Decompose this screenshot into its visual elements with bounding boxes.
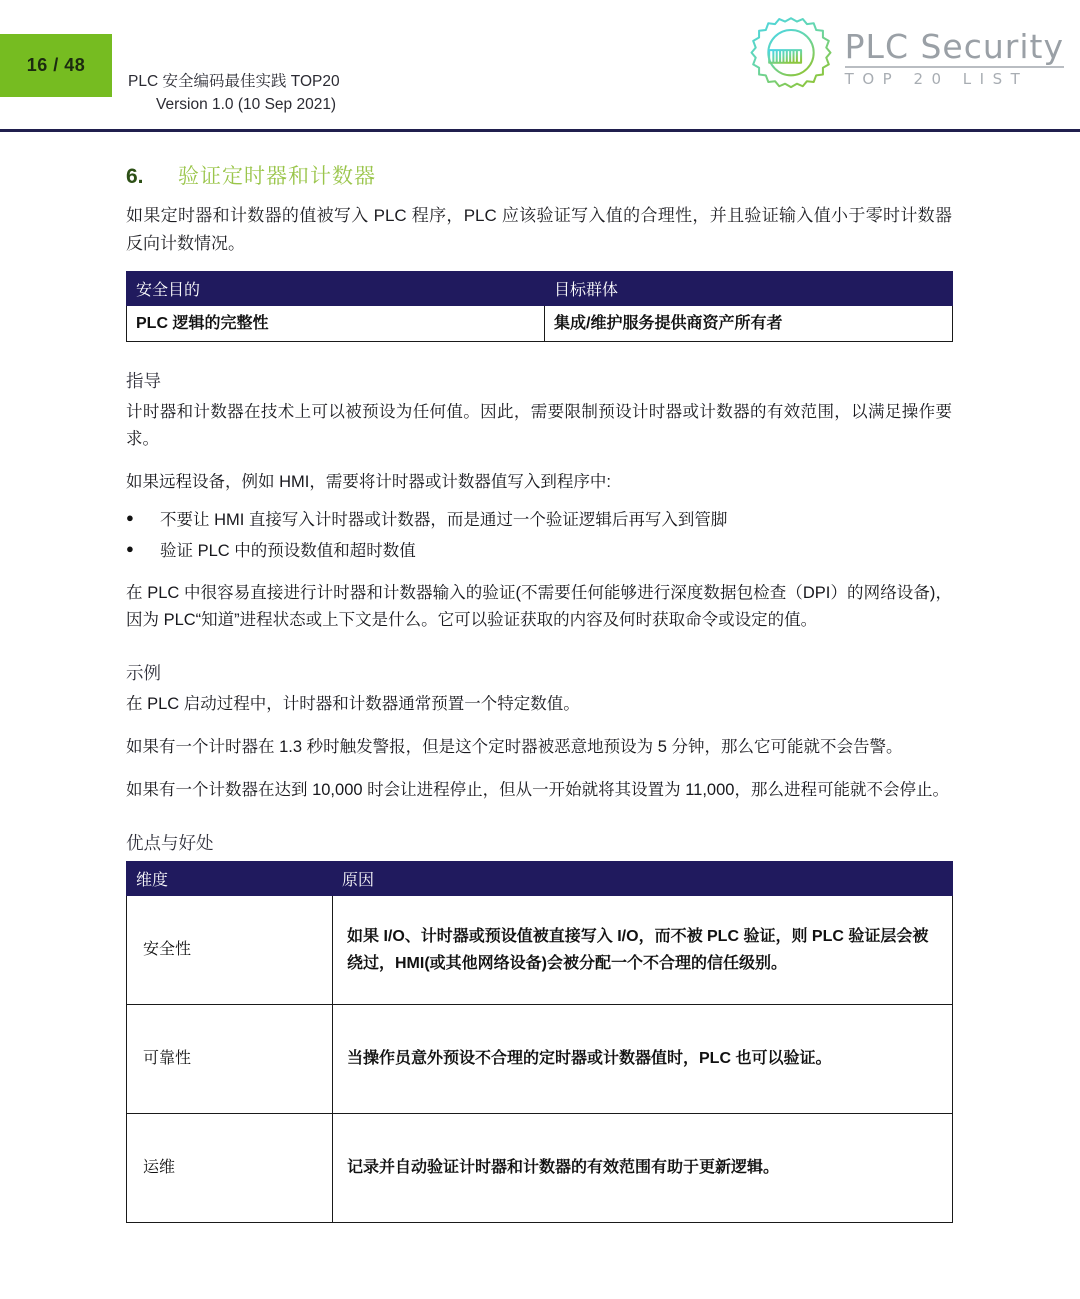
table-row <box>127 896 953 1005</box>
cell-reason: 记录并自动验证计时器和计数器的有效范围有助于更新逻辑。 <box>333 1114 953 1223</box>
cell-reason: 当操作员意外预设不合理的定时器或计数器值时，PLC 也可以验证。 <box>333 1005 953 1114</box>
document-title: PLC 安全编码最佳实践 TOP20 <box>128 73 340 90</box>
brand-logo <box>749 14 1064 98</box>
document-content <box>126 160 952 1223</box>
table-row <box>127 1005 953 1114</box>
bullet-point-icon: ● <box>126 541 134 557</box>
benefits-heading: 优点与好处 <box>126 833 214 854</box>
list-item <box>126 506 952 535</box>
header-divider <box>0 129 1080 132</box>
bullet-text: 不要让 HMI 直接写入计时器或计数器，而是通过一个验证逻辑后再写入到管脚 <box>160 511 728 530</box>
cell-dimension: 运维 <box>127 1114 333 1223</box>
brand-divider <box>845 66 1064 68</box>
page-number-badge <box>0 34 112 97</box>
guidance-paragraph-3: 在 PLC 中很容易直接进行计时器和计数器输入的验证(不需要任何能够进行深度数据包检查（DPI）的网络设备)，因为 PLC“知道”进程状态或上下文是什么。它可以验证获取的内容及何时获取命令或设定的值。 <box>126 583 952 629</box>
table-row <box>127 1114 953 1223</box>
table-row <box>127 306 953 342</box>
column-header-reason: 原因 <box>333 862 953 896</box>
column-header-purpose: 安全目的 <box>127 272 545 306</box>
section-title: 验证定时器和计数器 <box>178 165 376 188</box>
table-header-row <box>127 272 953 306</box>
brand-logo-text <box>845 26 1064 87</box>
document-title-block <box>128 70 340 117</box>
list-item <box>126 537 952 566</box>
cell-reason: 如果 I/O、计时器或预设值被直接写入 I/O，而不被 PLC 验证，则 PLC 验证层会被绕过，HMI(或其他网络设备)会被分配一个不合理的信任级别。 <box>333 896 953 1005</box>
example-heading: 示例 <box>126 662 161 683</box>
gear-circuit-icon <box>749 14 833 98</box>
guidance-paragraph-1: 计时器和计数器在技术上可以被预设为任何值。因此，需要限制预设计时器或计数器的有效范围，以满足操作要求。 <box>126 403 952 449</box>
security-purpose-table <box>126 271 953 342</box>
example-paragraph-2: 如果有一个计时器在 1.3 秒时触发警报，但是这个定时器被恶意地预设为 5 分钟，那么它可能就不会告警。 <box>126 738 903 757</box>
cell-audience-value: 集成/维护服务提供商资产所有者 <box>545 306 953 342</box>
example-paragraph-1: 在 PLC 启动过程中，计时器和计数器通常预置一个特定数值。 <box>126 694 580 713</box>
guidance-bullet-list <box>126 506 952 565</box>
cell-dimension: 安全性 <box>127 896 333 1005</box>
table-header-row <box>127 862 953 896</box>
document-version: Version 1.0 (10 Sep 2021) <box>156 96 337 114</box>
example-paragraph-3: 如果有一个计数器在达到 10,000 时会让进程停止，但从一开始就将其设置为 11,000，那么进程可能就不会停止。 <box>126 781 949 800</box>
guidance-paragraph-2: 如果远程设备，例如 HMI，需要将计时器或计数器值写入到程序中: <box>126 473 611 492</box>
section-heading <box>126 160 952 190</box>
page-number-text: 16 / 48 <box>26 55 86 75</box>
bullet-text: 验证 PLC 中的预设数值和超时数值 <box>160 542 416 561</box>
column-header-dimension: 维度 <box>127 862 333 896</box>
cell-purpose-value: PLC 逻辑的完整性 <box>127 306 545 342</box>
brand-name: PLC Security <box>844 26 1064 66</box>
brand-tagline: TOP 20 LIST <box>844 69 1029 88</box>
section-intro-paragraph: 如果定时器和计数器的值被写入 PLC 程序，PLC 应该验证写入值的合理性，并且验证输入值小于零时计数器反向计数情况。 <box>126 206 952 253</box>
column-header-audience: 目标群体 <box>545 272 953 306</box>
page-header <box>0 0 1080 131</box>
bullet-point-icon: ● <box>126 510 134 526</box>
guidance-heading: 指导 <box>126 371 161 392</box>
benefits-table <box>126 861 953 1223</box>
cell-dimension: 可靠性 <box>127 1005 333 1114</box>
section-number: 6. <box>126 165 144 188</box>
